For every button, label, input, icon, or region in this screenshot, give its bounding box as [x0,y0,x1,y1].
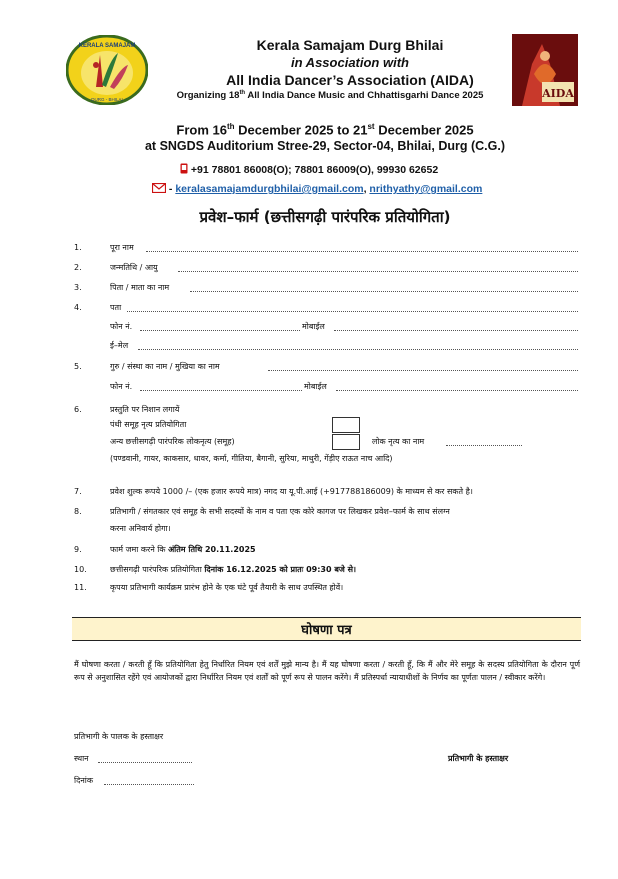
dob-age-field[interactable] [178,271,578,272]
email-link-1[interactable]: keralasamajamdurgbhilai@gmail.com [175,183,364,195]
other-folk-label: अन्य छत्तीसगढ़ी पारंपरिक लोकनृत्य (समूह) [110,437,235,446]
association-line: in Association with [291,55,409,70]
event-dates: From 16th December 2025 to 21st December 2025 [176,122,474,138]
panthi-checkbox[interactable] [332,417,360,433]
place-field[interactable] [98,762,192,763]
email-icon [152,183,166,193]
phone-icon [180,163,188,174]
email-label: ई–मेल [110,341,129,350]
mobile-label: मोबाईल [302,322,325,331]
address-field[interactable] [127,311,578,312]
phone-label: फोन नं. [110,322,133,331]
phone-label-2: फोन नं. [110,382,133,391]
item-number: 1. [74,243,82,252]
folk-examples: (पण्डवानी, गायर, काकसार, धावर, कर्मा, गीतिया, बैगानी, सुरिया, माथुरी, गेंड़ीए राऊत नाच आदि) [110,454,393,463]
members-note-cont: करना अनिवार्य होगा। [110,524,171,533]
item-number: 11. [74,583,87,592]
competition-date-note: छत्तीसगढ़ी पारंपरिक प्रतियोगिता दिनांक 16.12.2025 को प्रातः 09:30 बजे से। [110,565,357,574]
guru-field[interactable] [268,370,578,371]
item-number: 8. [74,507,82,516]
dob-age-label: जन्मतिथि / आयु [110,263,158,272]
arrival-note: कृपया प्रतिभागी कार्यक्रम प्रारंभ होने के एक घंटे पूर्व तैयारी के साथ उपस्थित होवें। [110,583,344,592]
full-name-label: पूरा नाम [110,243,134,252]
other-folk-checkbox[interactable] [332,434,360,450]
organizing-line: Organizing 18th All India Dance Music and Chhattisgarhi Dance 2025 [176,90,484,102]
full-name-field[interactable] [146,251,578,252]
phone-field[interactable] [140,330,300,331]
form-title: प्रवेश–फार्म (छत्तीसगढ़ी पारंपरिक प्रतियोगिता) [199,208,451,226]
item-number: 7. [74,487,82,496]
event-venue: at SNGDS Auditorium Stree-29, Sector-04, Bhilai, Durg (C.G.) [144,139,505,153]
declaration-title: घोषणा पत्र [301,623,352,638]
item-number: 4. [74,303,82,312]
item-number: 10. [74,565,87,574]
logo-text-top: KERALA SAMAJAM [78,43,136,49]
email-link-2[interactable]: nrithyathy@gmail.com [369,183,483,195]
aida-logo-text: AIDA [542,87,574,100]
item-number: 6. [74,405,82,414]
item-number: 5. [74,362,82,371]
org-name: Kerala Samajam Durg Bhilai [256,37,444,53]
members-note: प्रतिभागी / संगतकार एवं समूह के सभी सदस्यों के नाम व पता एक कोरे कागज पर लिखकर प्रवेश–फार्म के साथ संलग्न [110,507,450,516]
item-number: 9. [74,545,82,554]
contact-phone: +91 78801 86008(O); 78801 86009(O), 99930 62652 [180,163,438,176]
mobile-label-2: मोबाईल [304,382,327,391]
folk-dance-name-label: लोक नृत्य का नाम [372,437,425,446]
date-field[interactable] [104,784,194,785]
contact-email: - keralasamajamdurgbhilai@gmail.com, nrithyathy@gmail.com [152,183,482,195]
folk-dance-name-field[interactable] [446,445,522,446]
kerala-samajam-logo [66,35,148,105]
panthi-label: पंथी समूह नृत्य प्रतियोगिता [110,420,187,429]
place-label: स्थान [74,754,89,763]
performance-label: प्रस्तुति पर निशान लगायें [110,405,180,414]
declaration-text: मैं घोषणा करता / करती हूँ कि प्रतियोगिता हेतु निर्धारित नियम एवं शर्तें मुझे मान्य है। मैं यह घोषणा करता / करती हूँ, कि मैं और मेरे समूह के सदस्य प्रतियोगिता के दौरान पूर्ण रूप से अनुशासित रहेंगे एवं आयोजकों द्वारा निर्धारित नियम एवं शर्तों को पूर्ण रूप से पालन करेंगे। मैं प्रतिस्पर्धा न्यायाधीशों के निर्णय का पूर्णतः पालन / स्वीकार करेंगे। [74,660,580,682]
address-label: पता [110,303,122,312]
last-date-note: फार्म जमा करने कि अंतिम तिथि 20.11.2025 [110,545,256,554]
email-field[interactable] [138,349,578,350]
mobile-field-2[interactable] [336,390,578,391]
entry-fee-note: प्रवेश शुल्क रूपये 1000 /– (एक हजार रूपये मात्र) नगद या यू.पी.आई (+917788186009) के माध्यम से कर सकते है। [110,487,473,496]
phone-field-2[interactable] [140,390,302,391]
mobile-field[interactable] [334,330,578,331]
guru-label: गुरु / संस्था का नाम / मुखिया का नाम [110,362,220,371]
participant-signature-label: प्रतिभागी के हस्ताक्षर [448,754,509,763]
item-number: 3. [74,283,82,292]
parent-name-label: पिता / माता का नाम [110,283,170,292]
date-label: दिनांक [74,776,93,785]
item-number: 2. [74,263,82,272]
guardian-signature-label: प्रतिभागी के पालक के हस्ताक्षर [74,732,164,741]
parent-name-field[interactable] [190,291,578,292]
partner-name: All India Dancer’s Association (AIDA) [226,72,474,88]
logo-text-bottom: DURG - BHILAI [91,97,123,102]
